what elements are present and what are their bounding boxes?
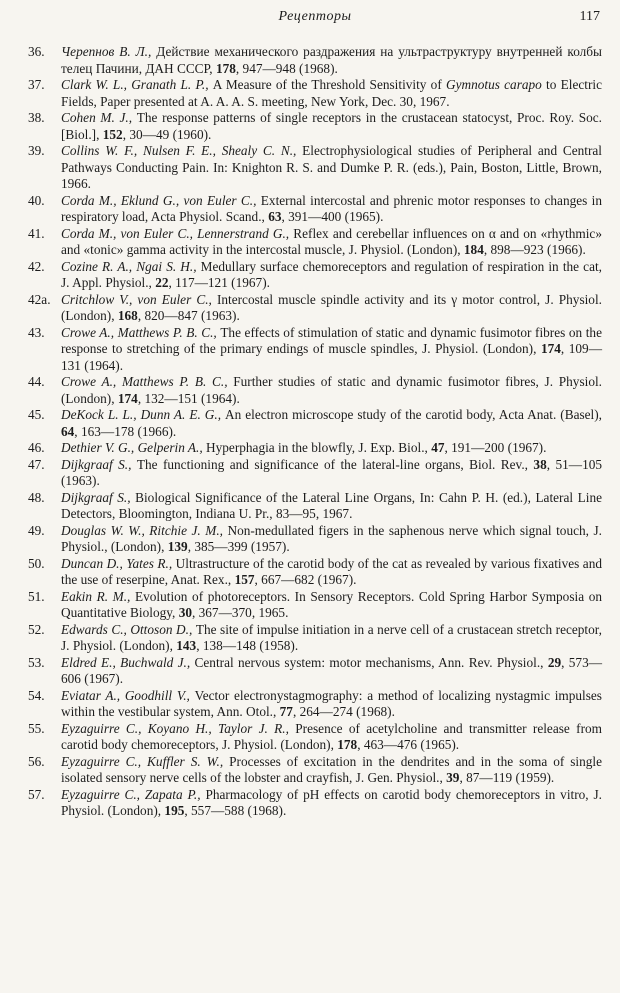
reference-number: 43. bbox=[28, 324, 45, 340]
reference-authors: Eldred E., Buchwald J., bbox=[61, 654, 195, 670]
reference-number: 55. bbox=[28, 720, 45, 736]
reference-body-text: Ultrastructure of the carotid body of the cat as revealed by various fixatives and the use of reserpine, Anat. Rex., bbox=[61, 555, 603, 587]
reference-authors: Crowe A., Matthews P. B. C., bbox=[61, 324, 221, 340]
reference-authors: Eviatar A., Goodhill V., bbox=[61, 687, 195, 703]
reference-number: 44. bbox=[28, 374, 45, 389]
reference-number: 40. bbox=[28, 192, 45, 208]
reference-text bbox=[61, 226, 602, 258]
reference-authors: Eyzaguirre C., Zapata P., bbox=[61, 786, 206, 802]
reference-number: 39. bbox=[28, 143, 45, 158]
reference-body-text: Presence of acetylcholine and transmitter release from carotid body chemoreceptors, J. Physiol. (London), bbox=[61, 720, 602, 752]
reference-volume-number: 184 bbox=[463, 242, 484, 257]
reference-item bbox=[28, 655, 602, 688]
reference-body-text: , 947—948 (1968). bbox=[235, 60, 338, 76]
reference-item bbox=[28, 622, 602, 655]
reference-body-text: , 51—105 (1963). bbox=[61, 456, 603, 488]
reference-authors: Gymnotus carapo bbox=[446, 77, 542, 92]
reference-text bbox=[61, 143, 602, 191]
reference-volume-number: 139 bbox=[167, 539, 188, 554]
reference-body-text: An electron microscope study of the carotid body, Acta Anat. (Basel), bbox=[225, 407, 602, 422]
reference-number: 52. bbox=[28, 621, 45, 637]
reference-volume-number: 174 bbox=[540, 341, 561, 356]
reference-number: 36. bbox=[28, 44, 45, 59]
reference-body-text: The functioning and significance of the lateral-line organs, Biol. Rev., bbox=[136, 456, 534, 472]
reference-body-text: Pharmacology of pH effects on carotid body chemoreceptors in vitro, J. Physiol. (London), bbox=[61, 786, 603, 818]
reference-authors: Cozine R. A., Ngai S. H., bbox=[61, 258, 201, 274]
reference-text bbox=[61, 457, 602, 489]
reference-authors: Critchlow V., von Euler C., bbox=[61, 291, 217, 307]
reference-item bbox=[28, 226, 602, 259]
reference-text bbox=[61, 325, 602, 373]
reference-authors: Dethier V. G., Gelperin A., bbox=[61, 440, 207, 455]
reference-number: 38. bbox=[28, 110, 45, 125]
reference-text bbox=[61, 193, 602, 225]
reference-number: 57. bbox=[28, 786, 45, 802]
reference-body-text: Vector electronystagmography: a method of localizing nystagmic impulses within the vestibular system, Ann. Otol., bbox=[61, 687, 602, 719]
reference-authors: Corda M., von Euler C., Lennerstrand G., bbox=[61, 225, 294, 241]
reference-body-text: Biological Significance of the Lateral Line Organs, In: Cahn P. H. (ed.), Lateral Line Detectors, Bloomington, Indiana U. Pr., 83—95, 1967. bbox=[61, 489, 602, 521]
reference-item bbox=[28, 193, 602, 226]
reference-number: 45. bbox=[28, 407, 45, 422]
reference-body-text: , 117—121 (1967). bbox=[168, 275, 270, 290]
reference-item bbox=[28, 259, 602, 292]
reference-volume-number: 38 bbox=[533, 456, 547, 472]
reference-authors: Clark W. L., Granath L. P., bbox=[61, 77, 213, 92]
reference-body-text: Evolution of photoreceptors. In Sensory Receptors. Cold Spring Harbor Symposia on Quantitative Biology, bbox=[61, 588, 603, 620]
reference-body-text: , 463—476 (1965). bbox=[357, 737, 460, 752]
reference-number: 46. bbox=[28, 440, 45, 455]
reference-volume-number: 195 bbox=[164, 803, 185, 818]
reference-body-text: Central nervous system: motor mechanisms, Ann. Rev. Physiol., bbox=[194, 654, 548, 670]
reference-body-text: , 30—49 (1960). bbox=[122, 126, 212, 142]
reference-item bbox=[28, 374, 602, 407]
reference-number: 48. bbox=[28, 489, 45, 505]
reference-volume-number: 174 bbox=[117, 390, 138, 406]
reference-text bbox=[61, 440, 546, 455]
reference-authors: Edwards C., Ottoson D., bbox=[61, 621, 196, 637]
reference-text bbox=[61, 622, 602, 654]
reference-item bbox=[28, 110, 602, 143]
reference-body-text: , 163—178 (1966). bbox=[74, 423, 177, 439]
reference-item bbox=[28, 787, 602, 820]
reference-authors: Douglas W. W., Ritchie J. M., bbox=[61, 522, 228, 538]
reference-item bbox=[28, 754, 602, 787]
reference-text bbox=[61, 44, 602, 76]
reference-body-text: Electrophysiological studies of Peripheral and Central Pathways Conducting Pain. In: Knighton R. S. and Dumke P. R. (eds.), Pain, Boston, Little, Brown, 1966. bbox=[61, 143, 602, 191]
reference-body-text: , 573—606 (1967). bbox=[61, 654, 603, 686]
reference-number: 41. bbox=[28, 225, 45, 241]
reference-text bbox=[61, 556, 602, 588]
reference-text bbox=[61, 688, 602, 720]
reference-body-text: Hyperphagia in the blowfly, J. Exp. Biol., bbox=[206, 440, 432, 455]
reference-volume-number: 47 bbox=[431, 440, 445, 455]
reference-volume-number: 77 bbox=[279, 704, 293, 719]
reference-item bbox=[28, 688, 602, 721]
reference-text bbox=[61, 787, 602, 819]
reference-item bbox=[28, 44, 602, 77]
reference-item bbox=[28, 325, 602, 375]
reference-authors: Cohen M. J., bbox=[61, 110, 137, 125]
reference-body-text: , 132—151 (1964). bbox=[137, 390, 240, 406]
reference-body-text: The effects of stimulation of static and dynamic fusimotor fibres on the response to stretching of the primary endings of muscle spindles, J. Physiol. (London), bbox=[61, 324, 602, 356]
reference-item bbox=[28, 721, 602, 754]
reference-volume-number: 29 bbox=[547, 654, 562, 670]
reference-text bbox=[61, 374, 602, 406]
reference-authors: Collins W. F., Nulsen F. E., Shealy C. N., bbox=[61, 143, 303, 158]
reference-volume-number: 143 bbox=[176, 638, 197, 653]
reference-volume-number: 152 bbox=[102, 126, 123, 142]
reference-volume-number: 64 bbox=[61, 423, 75, 439]
reference-authors: Dijkgraaf S., bbox=[61, 489, 136, 505]
reference-number: 42a. bbox=[28, 291, 51, 307]
reference-number: 47. bbox=[28, 456, 45, 472]
reference-volume-number: 22 bbox=[155, 275, 169, 290]
reference-number: 53. bbox=[28, 654, 45, 670]
reference-body-text: , 667—682 (1967). bbox=[254, 572, 357, 587]
reference-item bbox=[28, 77, 602, 110]
reference-text bbox=[61, 589, 602, 621]
reference-number: 54. bbox=[28, 687, 45, 703]
reference-number: 42. bbox=[28, 258, 45, 274]
reference-item bbox=[28, 143, 602, 193]
reference-text bbox=[61, 259, 602, 291]
reference-volume-number: 63 bbox=[268, 209, 282, 224]
reference-body-text: Further studies of static and dynamic fusimotor fibres, J. Physiol. (London), bbox=[61, 374, 602, 406]
reference-body-text: , 385—399 (1957). bbox=[187, 539, 290, 554]
page-number: 117 bbox=[579, 9, 600, 24]
reference-authors: Eyzaguirre C., Kuffler S. W., bbox=[61, 753, 230, 769]
reference-number: 56. bbox=[28, 753, 45, 769]
reference-text bbox=[61, 407, 602, 439]
reference-body-text: Processes of excitation in the dendrites and in the soma of single isolated sensory nerve cells of the lobster and crayfish, J. Gen. Physiol., bbox=[61, 753, 603, 785]
reference-body-text: Reflex and cerebellar influences on α and on «rhythmic» and «tonic» gamma activity in the intercostal muscle, J. Physiol. (London), bbox=[61, 225, 602, 257]
reference-body-text: Действие механического раздражения на ультраструктуру внутренней колбы телец Пачини, ДАН СССР, bbox=[61, 44, 602, 76]
reference-volume-number: 178 bbox=[337, 737, 358, 752]
reference-number: 51. bbox=[28, 588, 45, 604]
reference-item bbox=[28, 556, 602, 589]
reference-text bbox=[61, 77, 602, 109]
reference-number: 50. bbox=[28, 555, 45, 571]
reference-volume-number: 30 bbox=[178, 605, 192, 620]
reference-volume-number: 39 bbox=[446, 770, 460, 785]
reference-item bbox=[28, 523, 602, 556]
reference-authors: Corda M., Eklund G., von Euler C., bbox=[61, 192, 261, 208]
reference-authors: Eyzaguirre C., Koyano H., Taylor J. R., bbox=[61, 720, 296, 736]
reference-body-text: The response patterns of single receptors in the crustacean statocyst, Proc. Roy. Soc. [Biol.], bbox=[61, 110, 602, 142]
reference-body-text: , 191—200 (1967). bbox=[444, 440, 547, 455]
reference-authors: Eakin R. M., bbox=[61, 588, 135, 604]
reference-body-text: , 820—847 (1963). bbox=[137, 308, 240, 323]
reference-body-text: The site of impulse initiation in a nerve cell of a crustacean stretch receptor, J. Physiol. (London), bbox=[61, 621, 602, 653]
reference-body-text: External intercostal and phrenic motor responses to changes in respiratory load, Acta Physiol. Scand., bbox=[61, 192, 602, 224]
reference-item bbox=[28, 457, 602, 490]
reference-volume-number: 178 bbox=[215, 60, 236, 76]
reference-body-text: , 898—923 (1966). bbox=[483, 242, 586, 257]
reference-item bbox=[28, 589, 602, 622]
reference-body-text: , 557—588 (1968). bbox=[184, 803, 287, 818]
reference-authors: Dijkgraaf S., bbox=[61, 456, 137, 472]
reference-text bbox=[61, 110, 602, 142]
reference-authors: DeKock L. L., Dunn A. E. G., bbox=[61, 407, 226, 422]
reference-body-text: , 138—148 (1958). bbox=[196, 638, 299, 653]
reference-authors: Crowe A., Matthews P. B. C., bbox=[61, 374, 234, 389]
reference-item bbox=[28, 490, 602, 523]
reference-volume-number: 157 bbox=[234, 572, 255, 587]
reference-authors: Черепнов В. Л., bbox=[61, 44, 157, 59]
reference-body-text: , 109—131 (1964). bbox=[61, 341, 603, 373]
reference-list bbox=[28, 44, 602, 820]
reference-body-text: , 87—119 (1959). bbox=[459, 770, 555, 785]
reference-text bbox=[61, 292, 602, 324]
reference-body-text: Non-medullated figers in the saphenous nerve which signal touch, J. Physiol., (London), bbox=[61, 522, 602, 554]
reference-text bbox=[61, 721, 602, 753]
reference-text bbox=[61, 754, 602, 786]
reference-body-text: A Measure of the Threshold Sensitivity of bbox=[212, 77, 446, 92]
reference-volume-number: 168 bbox=[117, 308, 138, 323]
reference-body-text: to Electric Fields, Paper presented at A. A. A. S. meeting, New York, Dec. 30, 1967. bbox=[61, 77, 602, 109]
reference-body-text: Medullary surface chemoreceptors and regulation of respiration in the cat, J. Appl. Physiol., bbox=[61, 258, 602, 290]
reference-item bbox=[28, 407, 602, 440]
reference-text bbox=[61, 523, 602, 555]
reference-number: 49. bbox=[28, 522, 45, 538]
reference-body-text: , 264—274 (1968). bbox=[292, 704, 395, 719]
running-title: Рецепторы bbox=[278, 9, 352, 24]
reference-authors: Duncan D., Yates R., bbox=[61, 555, 176, 571]
reference-number: 37. bbox=[28, 77, 45, 92]
reference-body-text: , 391—400 (1965). bbox=[281, 209, 384, 224]
reference-text bbox=[61, 655, 602, 687]
reference-body-text: Intercostal muscle spindle activity and its γ motor control, J. Physiol. (London), bbox=[61, 291, 602, 323]
reference-item bbox=[28, 292, 602, 325]
reference-body-text: , 367—370, 1965. bbox=[191, 605, 289, 620]
reference-item bbox=[28, 440, 602, 457]
page-header bbox=[28, 8, 602, 26]
reference-text bbox=[61, 490, 602, 522]
